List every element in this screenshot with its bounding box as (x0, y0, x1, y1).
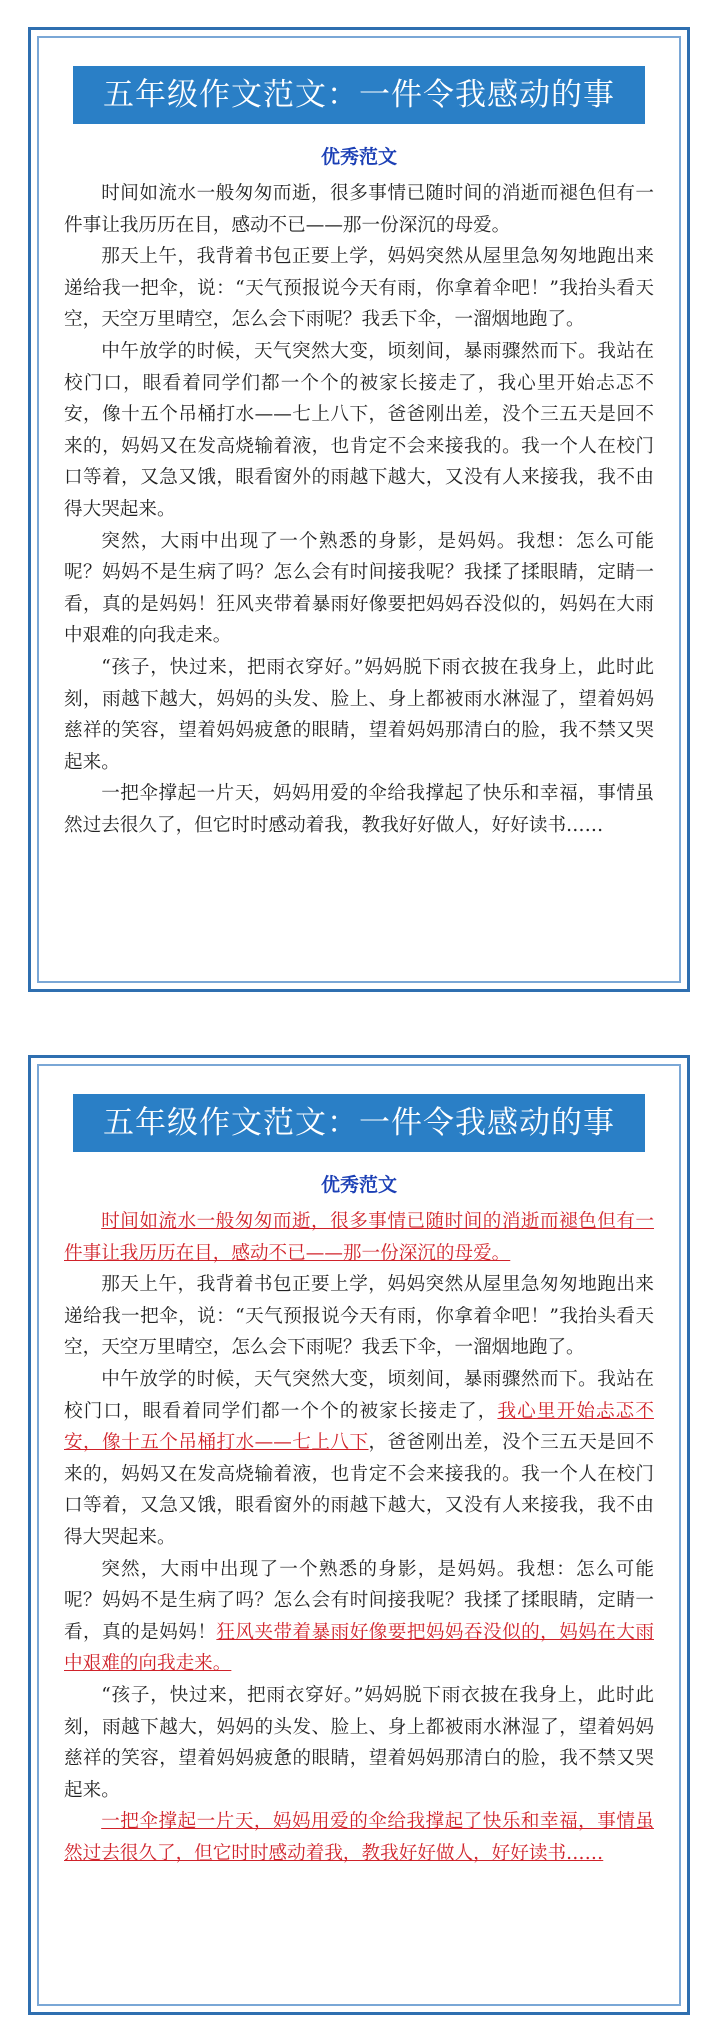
essay-paragraph (64, 526, 654, 652)
paragraph-text: 那天上午，我背着书包正要上学，妈妈突然从屋里急匆匆地跑出来递给我一把伞，说：“天气预报说今天有雨，你拿着伞吧！”我抬头看天空，天空万里晴空，怎么会下雨呢？我丢下伞，一溜烟地跑了。 (64, 246, 654, 331)
essay-paragraph (64, 1806, 654, 1869)
essay-card-plain (28, 27, 690, 992)
paragraph-text: 那天上午，我背着书包正要上学，妈妈突然从屋里急匆匆地跑出来递给我一把伞，说：“天气预报说今天有雨，你拿着伞吧！”我抬头看天空，天空万里晴空，怎么会下雨呢？我丢下伞，一溜烟地跑了。 (64, 1274, 654, 1359)
essay-subtitle: 优秀范文 (320, 1174, 397, 1196)
essay-paragraph (64, 1269, 654, 1364)
essay-paragraph (64, 1206, 654, 1269)
paragraph-text: 突然，大雨中出现了一个熟悉的身影，是妈妈。我想：怎么可能呢？妈妈不是生病了吗？怎么会有时间接我呢？我揉了揉眼睛，定睛一看，真的是妈妈！ (64, 530, 654, 615)
highlighted-sentence: 我心里开始忐忑不安，像十五个吊桶打水——七上八下 (64, 1400, 654, 1454)
paragraph-text: ，爸爸刚出差，没个三五天是回不来的，妈妈又在发高烧输着液，也肯定不会来接我的。我一个人在校门口等着，又急又饿，眼看窗外的雨越下越大，又没有人来接我，我不由得大哭起来。 (64, 404, 654, 520)
essay-paragraph (64, 1364, 654, 1554)
essay-paragraph (64, 1554, 654, 1680)
essay-card-annotated (28, 1055, 690, 2015)
paragraph-text: 中午放学的时候，天气突然大变，顷刻间，暴雨骤然而下。我站在校门口，眼看着同学们都一个个的被家长接走了， (64, 1368, 654, 1422)
paragraph-text: “孩子，快过来，把雨衣穿好。”妈妈脱下雨衣披在我身上，此时此刻，雨越下越大，妈妈的头发、脸上、身上都被雨水淋湿了，望着妈妈慈祥的笑容，望着妈妈疲惫的眼睛，望着妈妈那清白的脸，我不禁又哭起来。 (64, 656, 654, 773)
essay-paragraph (64, 178, 654, 241)
paragraph-text: 中午放学的时候，天气突然大变，顷刻间，暴雨骤然而下。我站在校门口，眼看着同学们都一个个的被家长接走了， (64, 340, 654, 394)
essay-paragraph (64, 336, 654, 526)
highlighted-sentence: 狂风夹带着暴雨好像要把妈妈吞没似的，妈妈在大雨中艰难的向我走来。 (64, 1621, 654, 1675)
paragraph-text: ，爸爸刚出差，没个三五天是回不来的，妈妈又在发高烧输着液，也肯定不会来接我的。我一个人在校门口等着，又急又饿，眼看窗外的雨越下越大，又没有人来接我，我不由得大哭起来。 (64, 1432, 654, 1548)
highlighted-sentence: 一把伞撑起一片天，妈妈用爱的伞给我撑起了快乐和幸福，事情虽然过去很久了，但它时时感动着我，教我好好做人，好好读书…… (64, 1811, 654, 1864)
highlighted-sentence: 时间如流水一般匆匆而逝，很多事情已随时间的消逝而褪色但有一件事让我历历在目，感动不已——那一份深沉的母爱。 (64, 1211, 654, 1264)
paragraph-text: 时间如流水一般匆匆而逝，很多事情已随时间的消逝而褪色但有一件事让我历历在目，感动不已——那一份深沉的母爱。 (64, 183, 654, 236)
essay-body (64, 178, 654, 841)
paragraph-text: 狂风夹带着暴雨好像要把妈妈吞没似的，妈妈在大雨中艰难的向我走来。 (64, 593, 654, 647)
essay-paragraph (64, 241, 654, 336)
paragraph-text: 我心里开始忐忑不安，像十五个吊桶打水——七上八下 (64, 372, 654, 426)
paragraph-text: 突然，大雨中出现了一个熟悉的身影，是妈妈。我想：怎么可能呢？妈妈不是生病了吗？怎么会有时间接我呢？我揉了揉眼睛，定睛一看，真的是妈妈！ (64, 1558, 654, 1643)
essay-paragraph (64, 652, 654, 778)
essay-title: 五年级作文范文：一件令我感动的事 (73, 66, 645, 124)
paragraph-text: “孩子，快过来，把雨衣穿好。”妈妈脱下雨衣披在我身上，此时此刻，雨越下越大，妈妈的头发、脸上、身上都被雨水淋湿了，望着妈妈慈祥的笑容，望着妈妈疲惫的眼睛，望着妈妈那清白的脸，我不禁又哭起来。 (64, 1684, 654, 1801)
essay-subtitle: 优秀范文 (320, 146, 397, 168)
essay-title: 五年级作文范文：一件令我感动的事 (73, 1094, 645, 1152)
essay-paragraph (64, 1680, 654, 1806)
paragraph-text: 一把伞撑起一片天，妈妈用爱的伞给我撑起了快乐和幸福，事情虽然过去很久了，但它时时感动着我，教我好好做人，好好读书…… (64, 783, 654, 836)
essay-body (64, 1206, 654, 1869)
essay-paragraph (64, 778, 654, 841)
